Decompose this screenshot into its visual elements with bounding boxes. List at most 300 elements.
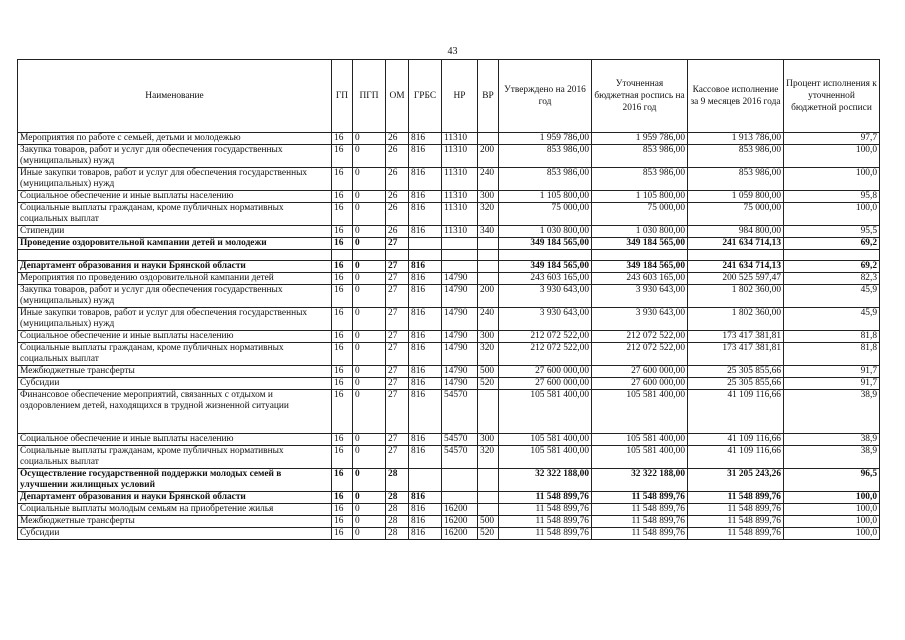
cell-nr: 54570	[442, 390, 478, 434]
cell-approved: 105 581 400,00	[499, 434, 592, 446]
cell-vr: 300	[478, 191, 499, 203]
cell-cash: 173 417 381,81	[688, 343, 784, 366]
cell-refined: 853 986,00	[592, 145, 688, 168]
table-row	[18, 528, 880, 540]
cell-pgp: 0	[353, 390, 386, 434]
cell-name: Субсидии	[18, 528, 332, 540]
cell-grbs: 816	[409, 285, 442, 308]
cell-pgp: 0	[353, 469, 386, 492]
cell-pgp: 0	[353, 516, 386, 528]
cell-om: 27	[386, 238, 409, 250]
cell-cash	[688, 250, 784, 261]
cell-nr: 14790	[442, 273, 478, 285]
cell-gp: 16	[332, 366, 353, 378]
cell-om: 26	[386, 168, 409, 191]
cell-om: 27	[386, 390, 409, 434]
cell-percent: 82,3	[784, 273, 880, 285]
cell-name: Межбюджетные трансферты	[18, 516, 332, 528]
cell-vr: 500	[478, 516, 499, 528]
table-row	[18, 331, 880, 343]
cell-approved: 11 548 899,76	[499, 504, 592, 516]
cell-vr	[478, 504, 499, 516]
cell-pgp: 0	[353, 226, 386, 238]
cell-pgp: 0	[353, 366, 386, 378]
cell-refined: 105 581 400,00	[592, 390, 688, 434]
cell-cash: 984 800,00	[688, 226, 784, 238]
cell-name: Социальные выплаты гражданам, кроме публичных нормативных социальных выплат	[18, 203, 332, 226]
cell-percent: 95,8	[784, 191, 880, 203]
cell-name: Осуществление государственной поддержки молодых семей в улучшении жилищных условий	[18, 469, 332, 492]
table-row	[18, 308, 880, 331]
cell-grbs: 816	[409, 434, 442, 446]
cell-percent: 38,9	[784, 434, 880, 446]
cell-vr: 520	[478, 378, 499, 390]
cell-om: 27	[386, 378, 409, 390]
cell-grbs: 816	[409, 528, 442, 540]
cell-percent	[784, 250, 880, 261]
cell-nr: 54570	[442, 434, 478, 446]
cell-percent: 96,5	[784, 469, 880, 492]
cell-approved: 212 072 522,00	[499, 343, 592, 366]
cell-approved: 349 184 565,00	[499, 238, 592, 250]
cell-percent: 38,9	[784, 446, 880, 469]
cell-nr: 14790	[442, 308, 478, 331]
table-body	[18, 133, 880, 540]
table-row	[18, 378, 880, 390]
cell-om: 26	[386, 226, 409, 238]
cell-nr: 14790	[442, 378, 478, 390]
cell-nr	[442, 238, 478, 250]
cell-pgp: 0	[353, 145, 386, 168]
cell-name: Субсидии	[18, 378, 332, 390]
cell-cash: 1 913 786,00	[688, 133, 784, 145]
cell-nr: 14790	[442, 343, 478, 366]
cell-percent: 38,9	[784, 390, 880, 434]
header-approved: Утверждено на 2016 год	[499, 60, 592, 133]
cell-gp: 16	[332, 226, 353, 238]
cell-om: 27	[386, 273, 409, 285]
cell-nr: 11310	[442, 133, 478, 145]
cell-nr: 14790	[442, 285, 478, 308]
cell-gp: 16	[332, 238, 353, 250]
table-row	[18, 434, 880, 446]
cell-om: 27	[386, 285, 409, 308]
table-row	[18, 366, 880, 378]
cell-gp: 16	[332, 434, 353, 446]
cell-approved: 243 603 165,00	[499, 273, 592, 285]
cell-refined: 32 322 188,00	[592, 469, 688, 492]
cell-nr: 16200	[442, 504, 478, 516]
cell-om: 28	[386, 504, 409, 516]
cell-gp: 16	[332, 203, 353, 226]
table-row	[18, 390, 880, 434]
cell-om: 28	[386, 528, 409, 540]
table-row	[18, 238, 880, 250]
cell-cash: 1 059 800,00	[688, 191, 784, 203]
cell-percent: 45,9	[784, 285, 880, 308]
cell-pgp: 0	[353, 261, 386, 273]
cell-cash: 11 548 899,76	[688, 516, 784, 528]
cell-pgp: 0	[353, 285, 386, 308]
cell-gp: 16	[332, 528, 353, 540]
cell-vr: 240	[478, 308, 499, 331]
header-om: ОМ	[386, 60, 409, 133]
cell-nr: 16200	[442, 528, 478, 540]
cell-pgp: 0	[353, 238, 386, 250]
cell-vr	[478, 133, 499, 145]
budget-execution-table	[17, 59, 880, 540]
cell-pgp: 0	[353, 168, 386, 191]
cell-pgp: 0	[353, 273, 386, 285]
cell-om: 27	[386, 308, 409, 331]
cell-vr: 320	[478, 446, 499, 469]
cell-pgp: 0	[353, 308, 386, 331]
cell-percent: 81,8	[784, 343, 880, 366]
cell-refined: 11 548 899,76	[592, 528, 688, 540]
cell-grbs: 816	[409, 191, 442, 203]
cell-name: Социальные выплаты гражданам, кроме публичных нормативных социальных выплат	[18, 446, 332, 469]
cell-cash: 41 109 116,66	[688, 434, 784, 446]
cell-name: Мероприятия по проведению оздоровительной кампании детей	[18, 273, 332, 285]
cell-name: Социальные выплаты гражданам, кроме публичных нормативных социальных выплат	[18, 343, 332, 366]
cell-grbs: 816	[409, 446, 442, 469]
cell-grbs	[409, 238, 442, 250]
cell-refined: 3 930 643,00	[592, 308, 688, 331]
table-row	[18, 168, 880, 191]
table-header	[18, 60, 880, 133]
table-row	[18, 492, 880, 504]
cell-nr: 11310	[442, 145, 478, 168]
cell-grbs: 816	[409, 168, 442, 191]
cell-name: Департамент образования и науки Брянской области	[18, 261, 332, 273]
cell-pgp: 0	[353, 528, 386, 540]
cell-grbs: 816	[409, 331, 442, 343]
cell-pgp: 0	[353, 446, 386, 469]
cell-gp: 16	[332, 145, 353, 168]
cell-grbs: 816	[409, 273, 442, 285]
cell-gp: 16	[332, 469, 353, 492]
cell-vr: 500	[478, 366, 499, 378]
cell-nr: 11310	[442, 203, 478, 226]
cell-percent: 100,0	[784, 203, 880, 226]
cell-percent: 45,9	[784, 308, 880, 331]
cell-om: 28	[386, 516, 409, 528]
page-number: 43	[447, 46, 458, 57]
cell-om: 26	[386, 145, 409, 168]
cell-cash: 11 548 899,76	[688, 528, 784, 540]
cell-cash: 11 548 899,76	[688, 504, 784, 516]
cell-vr: 200	[478, 145, 499, 168]
cell-om: 27	[386, 331, 409, 343]
cell-approved: 3 930 643,00	[499, 285, 592, 308]
cell-approved: 105 581 400,00	[499, 446, 592, 469]
cell-om: 28	[386, 492, 409, 504]
cell-approved: 11 548 899,76	[499, 516, 592, 528]
cell-grbs: 816	[409, 343, 442, 366]
cell-refined: 212 072 522,00	[592, 331, 688, 343]
cell-grbs: 816	[409, 261, 442, 273]
cell-approved: 11 548 899,76	[499, 528, 592, 540]
cell-grbs: 816	[409, 308, 442, 331]
cell-cash: 1 802 360,00	[688, 285, 784, 308]
header-nr: НР	[442, 60, 478, 133]
cell-name: Социальное обеспечение и иные выплаты населению	[18, 331, 332, 343]
cell-om	[386, 250, 409, 261]
cell-gp: 16	[332, 331, 353, 343]
cell-cash: 200 525 597,47	[688, 273, 784, 285]
cell-refined: 1 105 800,00	[592, 191, 688, 203]
cell-om: 27	[386, 446, 409, 469]
cell-percent: 100,0	[784, 168, 880, 191]
table-row	[18, 469, 880, 492]
cell-pgp: 0	[353, 133, 386, 145]
cell-nr: 54570	[442, 446, 478, 469]
table-row	[18, 191, 880, 203]
cell-refined: 212 072 522,00	[592, 343, 688, 366]
cell-grbs	[409, 250, 442, 261]
cell-nr	[442, 250, 478, 261]
cell-refined: 11 548 899,76	[592, 492, 688, 504]
cell-cash: 241 634 714,13	[688, 261, 784, 273]
cell-vr	[478, 250, 499, 261]
cell-grbs	[409, 469, 442, 492]
cell-refined: 243 603 165,00	[592, 273, 688, 285]
cell-grbs: 816	[409, 516, 442, 528]
cell-vr: 320	[478, 203, 499, 226]
cell-grbs: 816	[409, 378, 442, 390]
cell-percent: 69,2	[784, 238, 880, 250]
cell-percent: 100,0	[784, 528, 880, 540]
cell-vr: 240	[478, 168, 499, 191]
cell-cash: 173 417 381,81	[688, 331, 784, 343]
cell-name: Проведение оздоровительной кампании детей и молодежи	[18, 238, 332, 250]
cell-pgp: 0	[353, 492, 386, 504]
cell-om: 27	[386, 343, 409, 366]
cell-pgp: 0	[353, 331, 386, 343]
table-row	[18, 133, 880, 145]
cell-gp: 16	[332, 285, 353, 308]
cell-refined: 11 548 899,76	[592, 516, 688, 528]
cell-vr	[478, 492, 499, 504]
cell-vr: 200	[478, 285, 499, 308]
cell-percent: 97,7	[784, 133, 880, 145]
cell-approved: 1 959 786,00	[499, 133, 592, 145]
cell-gp: 16	[332, 261, 353, 273]
cell-percent: 100,0	[784, 145, 880, 168]
cell-refined: 27 600 000,00	[592, 378, 688, 390]
cell-pgp: 0	[353, 191, 386, 203]
table-row	[18, 446, 880, 469]
table-row	[18, 273, 880, 285]
cell-grbs: 816	[409, 504, 442, 516]
cell-approved: 853 986,00	[499, 168, 592, 191]
cell-cash: 11 548 899,76	[688, 492, 784, 504]
cell-percent: 100,0	[784, 504, 880, 516]
cell-gp: 16	[332, 343, 353, 366]
cell-gp: 16	[332, 133, 353, 145]
cell-cash: 241 634 714,13	[688, 238, 784, 250]
cell-vr	[478, 238, 499, 250]
cell-percent: 81,8	[784, 331, 880, 343]
cell-om: 27	[386, 261, 409, 273]
cell-gp: 16	[332, 390, 353, 434]
cell-approved: 1 105 800,00	[499, 191, 592, 203]
header-gp: ГП	[332, 60, 353, 133]
cell-refined: 105 581 400,00	[592, 434, 688, 446]
header-percent: Процент исполнения к уточненной бюджетной росписи	[784, 60, 880, 133]
cell-om: 26	[386, 191, 409, 203]
cell-refined: 349 184 565,00	[592, 261, 688, 273]
cell-cash: 25 305 855,66	[688, 378, 784, 390]
cell-grbs: 816	[409, 366, 442, 378]
cell-gp: 16	[332, 446, 353, 469]
header-name: Наименование	[18, 60, 332, 133]
cell-refined: 27 600 000,00	[592, 366, 688, 378]
cell-percent: 91,7	[784, 378, 880, 390]
table-row	[18, 261, 880, 273]
cell-approved: 32 322 188,00	[499, 469, 592, 492]
cell-approved: 1 030 800,00	[499, 226, 592, 238]
cell-refined: 853 986,00	[592, 168, 688, 191]
cell-pgp: 0	[353, 434, 386, 446]
cell-percent: 100,0	[784, 516, 880, 528]
cell-grbs: 816	[409, 492, 442, 504]
cell-cash: 1 802 360,00	[688, 308, 784, 331]
table-row	[18, 250, 880, 261]
cell-nr	[442, 492, 478, 504]
cell-name: Социальное обеспечение и иные выплаты населению	[18, 191, 332, 203]
cell-cash: 25 305 855,66	[688, 366, 784, 378]
table-row	[18, 343, 880, 366]
cell-cash: 41 109 116,66	[688, 390, 784, 434]
cell-vr: 300	[478, 331, 499, 343]
cell-pgp: 0	[353, 504, 386, 516]
cell-gp: 16	[332, 516, 353, 528]
cell-name: Мероприятия по работе с семьей, детьми и молодежью	[18, 133, 332, 145]
cell-name: Иные закупки товаров, работ и услуг для обеспечения государственных (муниципальных) нужд	[18, 308, 332, 331]
cell-gp: 16	[332, 504, 353, 516]
cell-grbs: 816	[409, 133, 442, 145]
cell-refined	[592, 250, 688, 261]
cell-pgp	[353, 250, 386, 261]
cell-name: Закупка товаров, работ и услуг для обеспечения государственных (муниципальных) нужд	[18, 285, 332, 308]
cell-vr	[478, 469, 499, 492]
cell-vr	[478, 390, 499, 434]
cell-name: Стипендии	[18, 226, 332, 238]
header-refined: Уточненная бюджетная роспись на 2016 год	[592, 60, 688, 133]
cell-gp: 16	[332, 492, 353, 504]
cell-refined: 349 184 565,00	[592, 238, 688, 250]
cell-vr: 340	[478, 226, 499, 238]
cell-percent: 100,0	[784, 492, 880, 504]
table-row	[18, 226, 880, 238]
cell-nr: 14790	[442, 331, 478, 343]
cell-name: Финансовое обеспечение мероприятий, связанных с отдыхом и оздоровлением детей, находящихся в трудной жизненной ситуации	[18, 390, 332, 434]
cell-refined: 3 930 643,00	[592, 285, 688, 308]
cell-name: Социальное обеспечение и иные выплаты населению	[18, 434, 332, 446]
cell-om: 28	[386, 469, 409, 492]
cell-gp: 16	[332, 308, 353, 331]
cell-approved: 27 600 000,00	[499, 366, 592, 378]
cell-vr: 320	[478, 343, 499, 366]
cell-nr	[442, 469, 478, 492]
cell-pgp: 0	[353, 203, 386, 226]
table-row	[18, 516, 880, 528]
cell-gp	[332, 250, 353, 261]
cell-vr: 300	[478, 434, 499, 446]
cell-grbs: 816	[409, 203, 442, 226]
cell-refined: 105 581 400,00	[592, 446, 688, 469]
cell-approved: 11 548 899,76	[499, 492, 592, 504]
cell-gp: 16	[332, 378, 353, 390]
cell-approved: 75 000,00	[499, 203, 592, 226]
cell-gp: 16	[332, 191, 353, 203]
cell-om: 26	[386, 203, 409, 226]
cell-percent: 95,5	[784, 226, 880, 238]
cell-name: Межбюджетные трансферты	[18, 366, 332, 378]
header-cash: Кассовое исполнение за 9 месяцев 2016 года	[688, 60, 784, 133]
cell-nr: 14790	[442, 366, 478, 378]
cell-nr: 11310	[442, 226, 478, 238]
cell-grbs: 816	[409, 390, 442, 434]
header-vr: ВР	[478, 60, 499, 133]
cell-cash: 75 000,00	[688, 203, 784, 226]
cell-approved: 349 184 565,00	[499, 261, 592, 273]
header-grbs: ГРБС	[409, 60, 442, 133]
cell-vr	[478, 273, 499, 285]
cell-approved: 105 581 400,00	[499, 390, 592, 434]
cell-nr: 11310	[442, 168, 478, 191]
cell-refined: 11 548 899,76	[592, 504, 688, 516]
table-row	[18, 145, 880, 168]
cell-gp: 16	[332, 168, 353, 191]
cell-name: Иные закупки товаров, работ и услуг для обеспечения государственных (муниципальных) нужд	[18, 168, 332, 191]
cell-refined: 1 959 786,00	[592, 133, 688, 145]
cell-approved: 853 986,00	[499, 145, 592, 168]
cell-om: 27	[386, 366, 409, 378]
cell-name: Департамент образования и науки Брянской области	[18, 492, 332, 504]
cell-cash: 853 986,00	[688, 168, 784, 191]
cell-grbs: 816	[409, 145, 442, 168]
cell-approved: 212 072 522,00	[499, 331, 592, 343]
cell-refined: 75 000,00	[592, 203, 688, 226]
cell-vr	[478, 261, 499, 273]
cell-cash: 41 109 116,66	[688, 446, 784, 469]
table-row	[18, 504, 880, 516]
table-row	[18, 285, 880, 308]
cell-name: Социальные выплаты молодым семьям на приобретение жилья	[18, 504, 332, 516]
table-row	[18, 203, 880, 226]
cell-nr: 11310	[442, 191, 478, 203]
cell-om: 27	[386, 434, 409, 446]
cell-cash: 31 205 243,26	[688, 469, 784, 492]
cell-pgp: 0	[353, 343, 386, 366]
cell-name: Закупка товаров, работ и услуг для обеспечения государственных (муниципальных) нужд	[18, 145, 332, 168]
cell-grbs: 816	[409, 226, 442, 238]
cell-refined: 1 030 800,00	[592, 226, 688, 238]
cell-nr	[442, 261, 478, 273]
cell-om: 26	[386, 133, 409, 145]
cell-approved	[499, 250, 592, 261]
cell-percent: 69,2	[784, 261, 880, 273]
cell-name	[18, 250, 332, 261]
cell-vr: 520	[478, 528, 499, 540]
cell-approved: 27 600 000,00	[499, 378, 592, 390]
cell-pgp: 0	[353, 378, 386, 390]
cell-cash: 853 986,00	[688, 145, 784, 168]
cell-approved: 3 930 643,00	[499, 308, 592, 331]
cell-nr: 16200	[442, 516, 478, 528]
